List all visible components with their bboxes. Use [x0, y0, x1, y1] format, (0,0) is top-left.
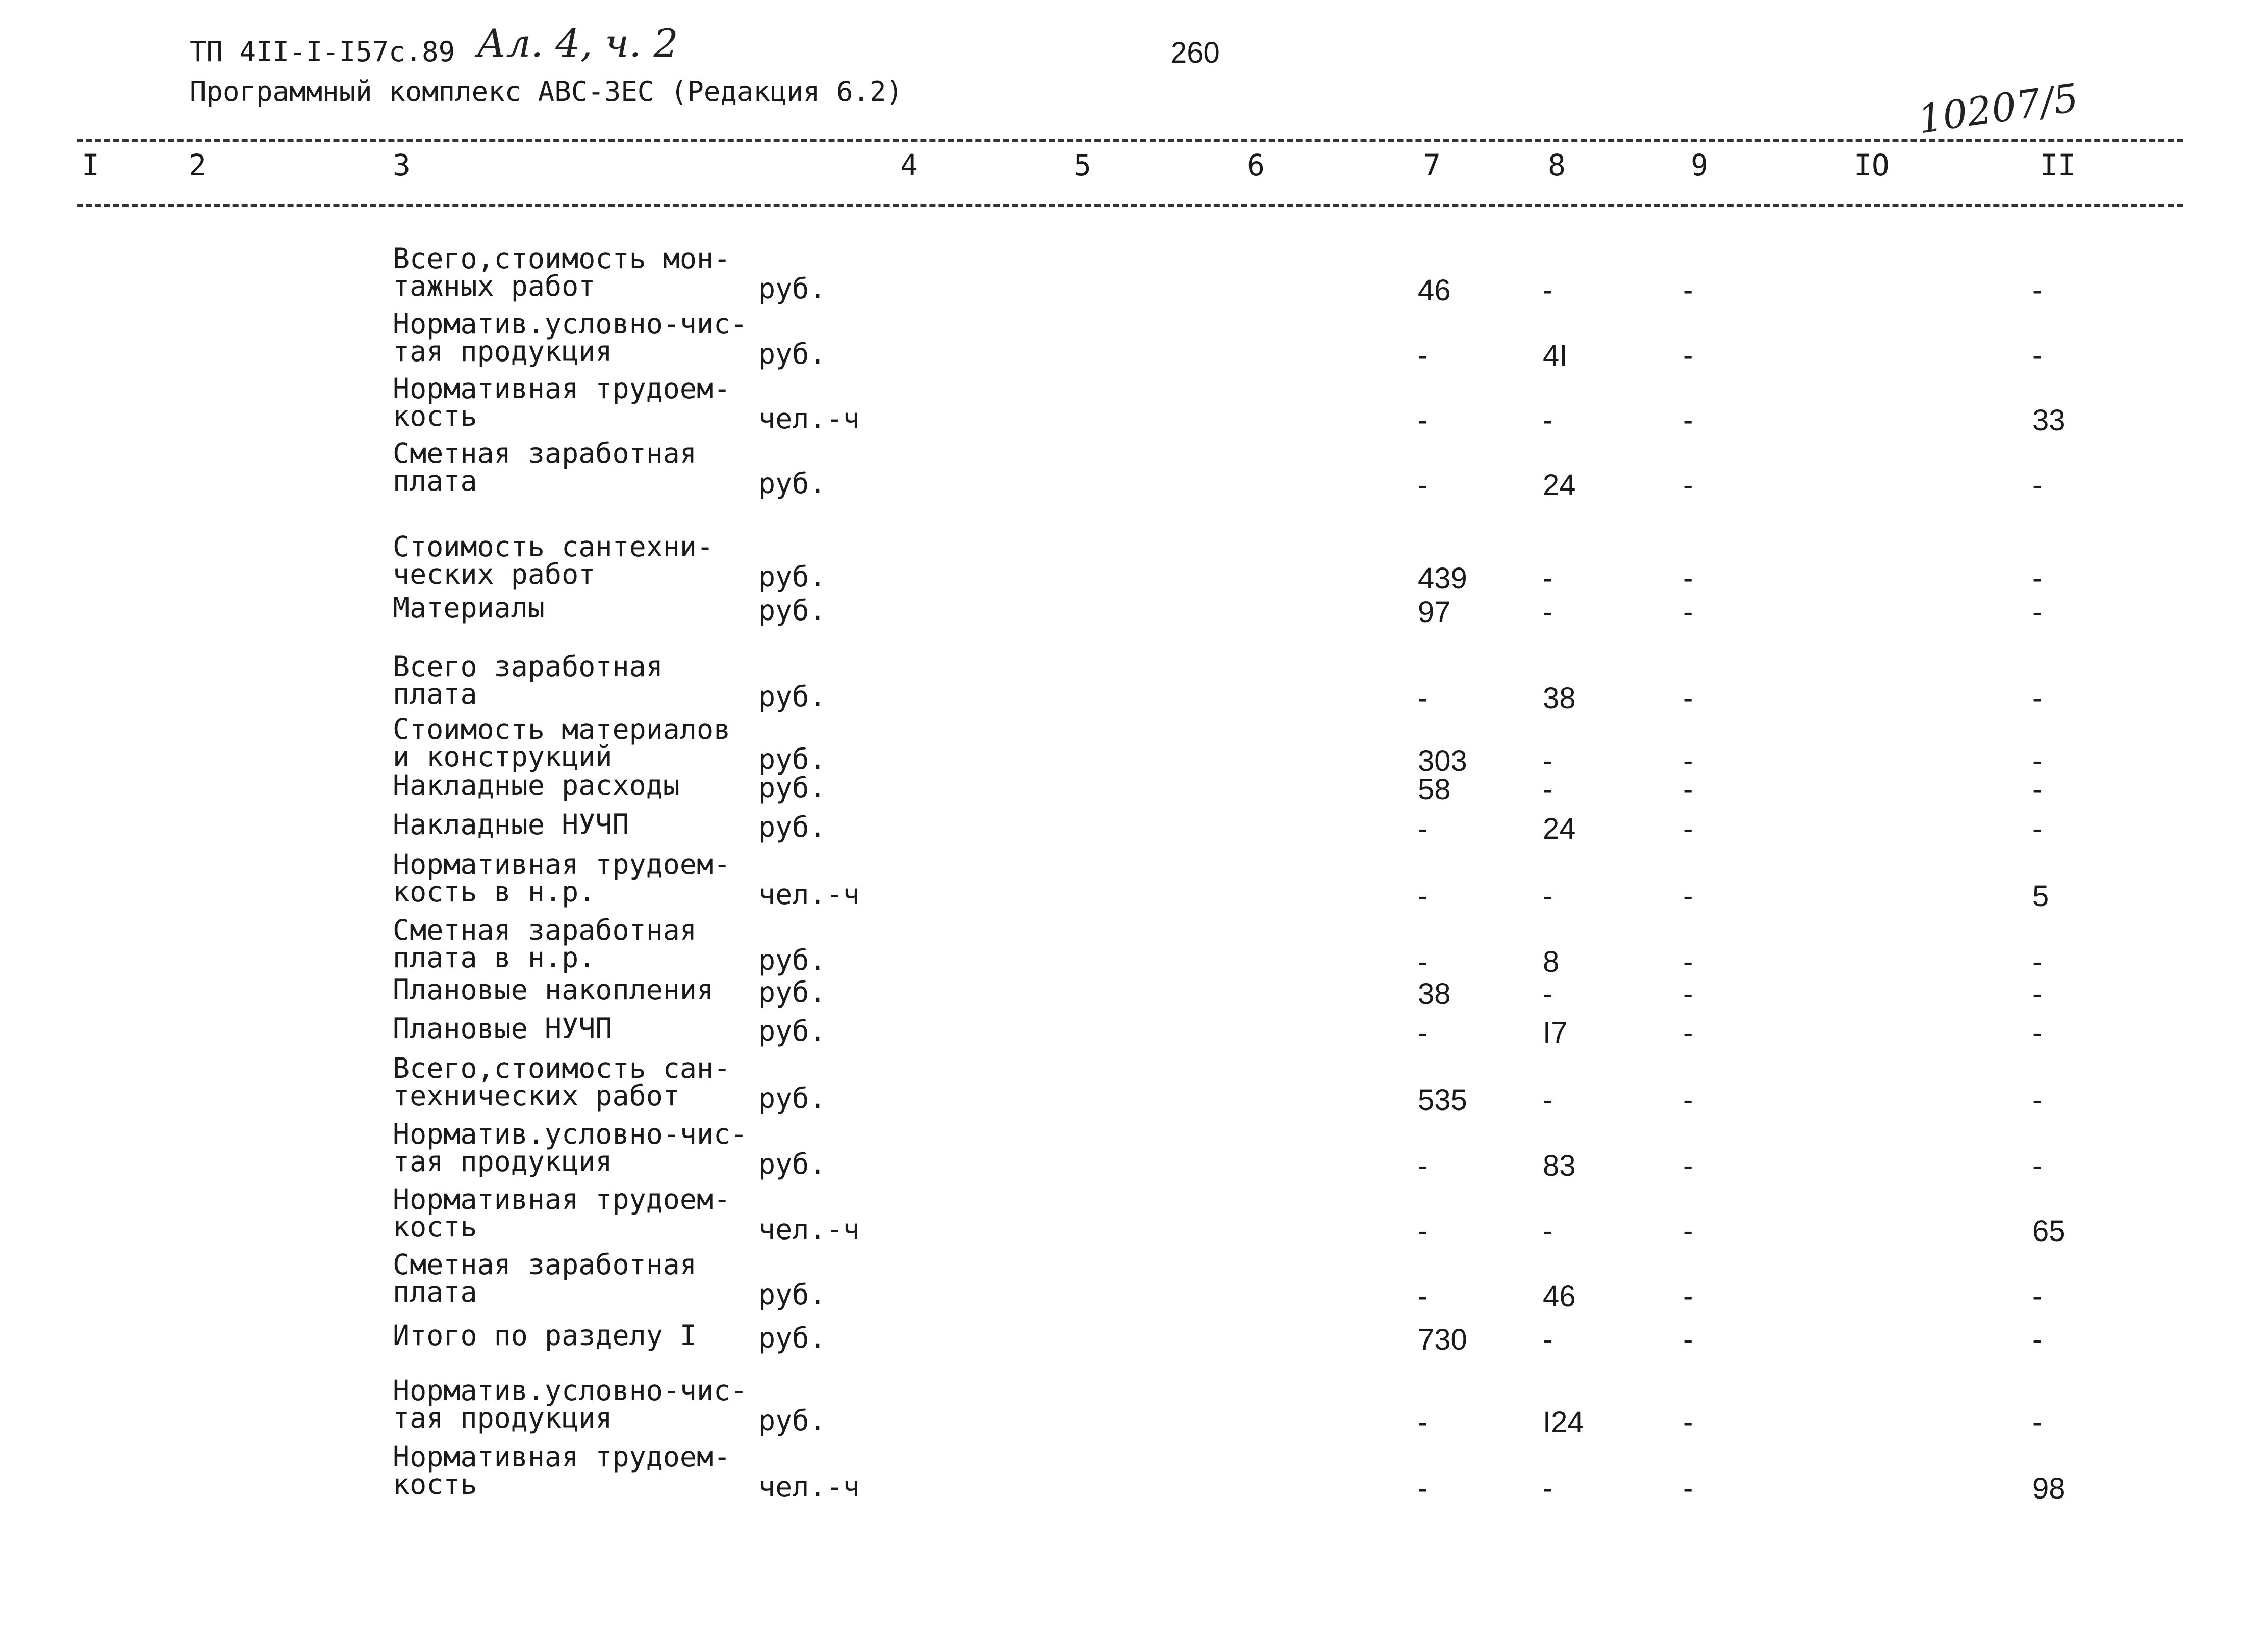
column-number: II — [2040, 148, 2076, 183]
column-number: IO — [1854, 148, 1890, 183]
row-unit: руб. — [758, 680, 826, 713]
cell-c7: - — [1418, 469, 1428, 502]
doc-code: ТП 4II-I-I57с.89 — [190, 36, 455, 68]
cell-c9: - — [1683, 1215, 1693, 1248]
column-number: 2 — [189, 148, 207, 183]
row-unit: руб. — [758, 560, 826, 593]
cell-c8: 8 — [1543, 945, 1560, 978]
header-rule-bottom — [77, 204, 2183, 207]
row-unit: руб. — [758, 1404, 826, 1437]
cell-c7: - — [1418, 812, 1428, 845]
row-unit: руб. — [758, 1015, 826, 1047]
cell-c8: - — [1543, 977, 1553, 1011]
row-label: Нормативная трудоем- кость — [393, 1440, 731, 1501]
cell-c11: - — [2032, 1406, 2043, 1439]
row-label: Нормативная трудоем- кость — [393, 372, 731, 432]
row-unit: руб. — [758, 338, 826, 370]
cell-c8: I7 — [1543, 1016, 1568, 1049]
cell-c8: - — [1543, 1215, 1553, 1248]
cell-c8: - — [1543, 1083, 1553, 1117]
cell-c11: - — [2032, 773, 2043, 806]
handwritten-note: Ал. 4, ч. 2 — [477, 20, 678, 66]
cell-c11: - — [2032, 682, 2043, 715]
cell-c9: - — [1683, 469, 1693, 502]
stamp-number: 10207/5 — [1915, 74, 2081, 142]
cell-c7: 97 — [1418, 596, 1451, 629]
cell-c8: 4I — [1543, 339, 1568, 372]
cell-c8: 46 — [1543, 1280, 1576, 1313]
cell-c9: - — [1683, 773, 1693, 806]
cell-c8: 24 — [1543, 469, 1576, 502]
cell-c7: - — [1418, 880, 1428, 913]
cell-c8: - — [1543, 1323, 1553, 1356]
cell-c7: 439 — [1418, 562, 1467, 595]
cell-c9: - — [1683, 1149, 1693, 1182]
cell-c7: 38 — [1418, 977, 1451, 1011]
row-unit: чел.-ч — [758, 878, 860, 911]
cell-c11: - — [2032, 744, 2043, 778]
cell-c11: - — [2032, 1016, 2043, 1049]
cell-c7: - — [1418, 1149, 1428, 1182]
cell-c11: - — [2032, 1323, 2043, 1356]
page-number: 260 — [1170, 36, 1220, 69]
cell-c7: 58 — [1418, 773, 1451, 806]
row-unit: руб. — [758, 771, 826, 804]
row-label: Норматив.условно-чис- тая продукция — [393, 307, 748, 368]
cell-c7: - — [1418, 682, 1428, 715]
row-label: Нормативная трудоем- кость в н.р. — [393, 848, 731, 908]
cell-c7: - — [1418, 1280, 1428, 1313]
row-unit: руб. — [758, 1148, 826, 1180]
cell-c11: - — [2032, 562, 2043, 595]
column-number: 3 — [393, 148, 411, 183]
column-number: 6 — [1247, 148, 1265, 183]
row-unit: руб. — [758, 272, 826, 305]
row-unit: руб. — [758, 1082, 826, 1115]
cell-c9: - — [1683, 880, 1693, 913]
column-number: 7 — [1423, 148, 1441, 183]
cell-c9: - — [1683, 274, 1693, 307]
row-label: Накладные НУЧП — [393, 808, 629, 841]
cell-c11: - — [2032, 1149, 2043, 1182]
cell-c7: - — [1418, 339, 1428, 372]
cell-c7: 730 — [1418, 1323, 1467, 1356]
cell-c11: - — [2032, 812, 2043, 845]
row-label: Стоимость сантехни- ческих работ — [393, 530, 714, 590]
cell-c8: 83 — [1543, 1149, 1576, 1182]
column-number: I — [82, 148, 99, 183]
software-title: Программный комплекс АВС-3ЕС (Редакция 6.2) — [190, 75, 903, 108]
row-unit: чел.-ч — [758, 1470, 860, 1503]
row-unit: чел.-ч — [758, 1213, 860, 1246]
cell-c8: 24 — [1543, 812, 1576, 845]
cell-c7: - — [1418, 404, 1428, 437]
cell-c11: - — [2032, 977, 2043, 1011]
cell-c11: 5 — [2032, 880, 2049, 913]
cell-c7: - — [1418, 1406, 1428, 1439]
cell-c11: - — [2032, 469, 2043, 502]
cell-c11: 98 — [2032, 1472, 2066, 1505]
row-label: Сметная заработная плата — [393, 1248, 697, 1308]
cell-c7: - — [1418, 1016, 1428, 1049]
column-number: 8 — [1548, 148, 1566, 183]
cell-c11: 65 — [2032, 1215, 2066, 1248]
cell-c9: - — [1683, 596, 1693, 629]
cell-c8: - — [1543, 1472, 1553, 1505]
row-label: Норматив.условно-чис- тая продукция — [393, 1374, 748, 1434]
column-number: 9 — [1691, 148, 1709, 183]
cell-c8: - — [1543, 562, 1553, 595]
cell-c9: - — [1683, 1472, 1693, 1505]
cell-c7: 46 — [1418, 274, 1451, 307]
cell-c8: I24 — [1543, 1406, 1584, 1439]
cell-c9: - — [1683, 977, 1693, 1011]
cell-c11: - — [2032, 339, 2043, 372]
cell-c9: - — [1683, 562, 1693, 595]
cell-c9: - — [1683, 1083, 1693, 1117]
cell-c7: - — [1418, 1215, 1428, 1248]
row-label: Всего,стоимость мон- тажных работ — [393, 242, 731, 302]
cell-c9: - — [1683, 1406, 1693, 1439]
cell-c8: - — [1543, 744, 1553, 778]
cell-c9: - — [1683, 812, 1693, 845]
row-unit: руб. — [758, 976, 826, 1009]
row-label: Накладные расходы — [393, 769, 680, 802]
cell-c11: - — [2032, 1280, 2043, 1313]
cell-c9: - — [1683, 945, 1693, 978]
column-number: 5 — [1074, 148, 1091, 183]
row-label: Стоимость материалов и конструкций — [393, 713, 731, 773]
cell-c8: - — [1543, 880, 1553, 913]
row-label: Материалы — [393, 591, 545, 624]
row-unit: руб. — [758, 944, 826, 976]
row-unit: руб. — [758, 1278, 826, 1311]
row-label: Всего,стоимость сан- технических работ — [393, 1052, 731, 1112]
cell-c9: - — [1683, 682, 1693, 715]
cell-c11: - — [2032, 1083, 2043, 1117]
cell-c8: 38 — [1543, 682, 1576, 715]
cell-c11: - — [2032, 274, 2043, 307]
header-rule-top — [77, 139, 2183, 142]
row-label: Всего заработная плата — [393, 650, 663, 710]
cell-c11: 33 — [2032, 404, 2066, 437]
cell-c7: - — [1418, 1472, 1428, 1505]
row-unit: чел.-ч — [758, 402, 860, 435]
cell-c9: - — [1683, 744, 1693, 778]
cell-c8: - — [1543, 404, 1553, 437]
row-unit: руб. — [758, 811, 826, 843]
row-label: Плановые НУЧП — [393, 1012, 613, 1045]
cell-c9: - — [1683, 1323, 1693, 1356]
row-unit: руб. — [758, 743, 826, 776]
row-unit: руб. — [758, 594, 826, 627]
row-label: Плановые накопления — [393, 973, 714, 1006]
cell-c9: - — [1683, 1016, 1693, 1049]
column-number: 4 — [900, 148, 918, 183]
row-label: Итого по разделу I — [393, 1319, 697, 1352]
cell-c7: 535 — [1418, 1083, 1467, 1117]
cell-c8: - — [1543, 274, 1553, 307]
cell-c11: - — [2032, 945, 2043, 978]
cell-c7: 303 — [1418, 744, 1467, 778]
row-label: Сметная заработная плата — [393, 437, 697, 497]
row-label: Сметная заработная плата в н.р. — [393, 914, 697, 974]
cell-c9: - — [1683, 339, 1693, 372]
row-unit: руб. — [758, 1322, 826, 1354]
row-label: Нормативная трудоем- кость — [393, 1183, 731, 1243]
cell-c9: - — [1683, 1280, 1693, 1313]
cell-c7: - — [1418, 945, 1428, 978]
cell-c11: - — [2032, 596, 2043, 629]
cell-c8: - — [1543, 773, 1553, 806]
cell-c8: - — [1543, 596, 1553, 629]
row-unit: руб. — [758, 467, 826, 500]
row-label: Норматив.условно-чис- тая продукция — [393, 1118, 748, 1178]
cell-c9: - — [1683, 404, 1693, 437]
